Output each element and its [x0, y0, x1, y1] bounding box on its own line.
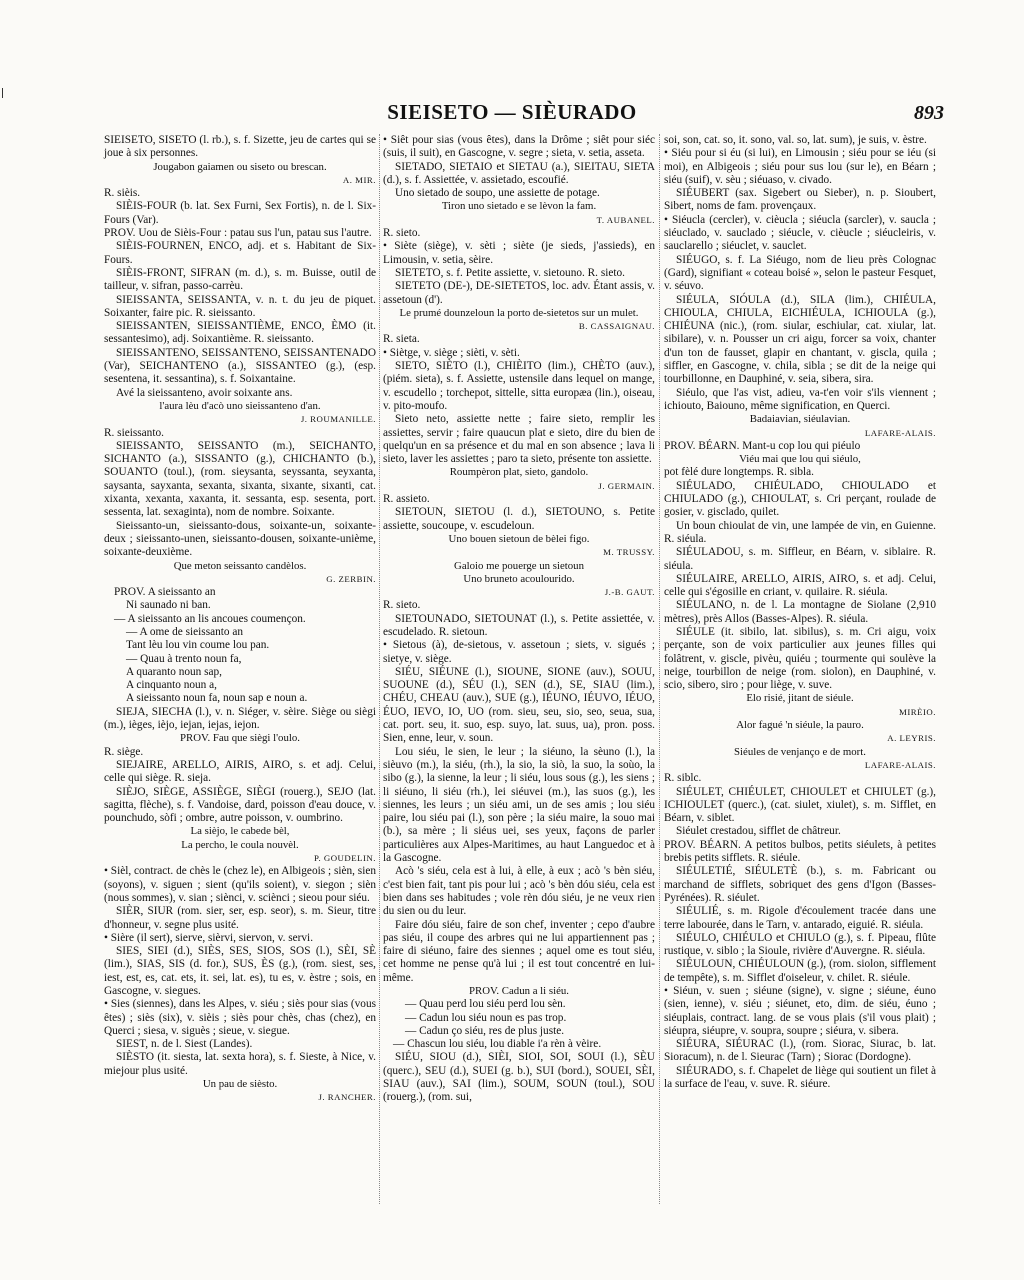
dictionary-entry: PROV. A sieissanto an — [114, 586, 216, 599]
dictionary-entry: Siéules de venjanço e de mort. — [734, 745, 866, 758]
dictionary-entry: PROV. Fau que siègi l'oulo. — [180, 732, 300, 745]
dictionary-entry: • Siéun, v. suen ; siéune (signe), v. signe ; siéune, éuno (sien, ienne), v. siéu ; siéunet, eto, dim. de siéu, éuno ; siéuplais, contract. lang. de se vous plais (s'il vous plait) ; siéupra, siéupre, v. soupra, soupre ; siéura, v. sibera. — [664, 985, 936, 1037]
dictionary-entry: SIES, SIEI (d.), SIÈS, SES, SIOS, SOS (l.), SÈI, SÈ (lim.), SIAS, SIS (d. for.), SUS, ÈS (g.), (rom. siest, ses, iest, est, es, cat. ets, it. sei, lat. es), tu es, v. èstre ; sois, en Gascogne, v. siegues. — [104, 945, 376, 997]
dictionary-entry: La percho, le coula nouvèl. — [181, 838, 299, 851]
dictionary-entry: Viéu mai que lou qui siéulo, — [739, 453, 861, 466]
dictionary-entry: Sieto neto, assiette nette ; faire sieto, remplir les assiettes, servir ; faire quaucun plat e sieto, dire du bien de quelqu'un en sa présence et du mal en son absence ; lava li sieto, laver les assiettes ; paro ta sieto, présente ton assiette. — [383, 413, 655, 466]
dictionary-entry: soi, son, cat. so, it. sono, val. so, lat. sum), je suis, v. èstre. — [664, 134, 927, 146]
dictionary-entry: R. assieto. — [383, 493, 430, 506]
dictionary-entry: Avé la sieissanteno, avoir soixante ans. — [116, 386, 293, 399]
dictionary-entry: SIETO, SIÈTO (l.), CHIÈITO (lim.), CHÈTO (auv.), (piém. sieta), s. f. Assiette, ustensile dans lequel on mange, v. escudello ; torchepot, sittelle, sitta europæa (lin.), oiseau, v. pito-moufo. — [383, 360, 655, 412]
dictionary-entry: • Sietous (à), de-sietous, v. assetoun ; siets, v. sigués ; sietye, v. siège. — [383, 639, 655, 665]
dictionary-entry: SIÉULANO, n. de l. La montagne de Siolane (2,910 mètres), près Allos (Basses-Alpes). R. siéula. — [664, 599, 936, 625]
dictionary-entry: SIEISSANTENO, SEISSANTENO, SEISSANTENADO (Var), SEICHANTENO (a.), SISSANTEO (g.), (esp. sesentena, it. sessantina), s. f. Soixantaine. — [104, 346, 376, 386]
dictionary-entry: P. GOUDELIN. — [314, 853, 376, 864]
dictionary-entry: Lou siéu, le sien, le leur ; la siéuno, la sèuno (l.), la sièuvo (m.), la siéu, (rh.), la sio, la siò, la suo, la soùo, la sibo (g.), la sienne, la leur ; li siéu, lous sous (g.), les siens ; li siéuno, li siéu (rh.), lei siéuvei (m.), las suos (g.), les siennes, les leurs ; un siéu ami, un de ses amis ; lou siéu paire, lou siéu pai (l.), son père ; la siéu maire, la souo mai (b.), sa mère ; li siéus uei, ses yeux, façons de parler particulières aux Alpes-Maritimes, au haut Languedoc et à la Gascogne. — [383, 745, 655, 865]
dictionary-entry: SIÉULIÉ, s. m. Rigole d'écoulement tracée dans une terre labourée, dans le Tarn, v. antarado, eiguié. R. siéula. — [664, 905, 936, 931]
dictionary-entry: Siéulo, que l'as vist, adieu, va-t'en voir s'ils viennent ; ichiouto, Baiouno, même signification, en Querci. — [664, 386, 936, 412]
dictionary-entry: SIÈIS-FOURNEN, ENCO, adj. et s. Habitant de Six-Fours. — [104, 240, 376, 266]
dictionary-entry: • Sièl, contract. de chès le (chez le), en Albigeois ; sièn, sien (soyons), v. siguen ; sient (qu'ils soient), v. siegon ; sièn (nous sommes), v. sian ; siènci, v. sciènci ; sieou pour siéu. — [104, 865, 376, 904]
column-divider — [659, 134, 660, 1204]
dictionary-entry: R. sièis. — [104, 187, 141, 200]
dictionary-entry: R. siblc. — [664, 772, 702, 785]
dictionary-entry: R. sieta. — [383, 333, 420, 346]
dictionary-entry: Que meton seissanto candèlos. — [173, 559, 307, 572]
dictionary-entry: SIÉULET, CHIÉULET, CHIOULET et CHIULET (g.), ICHIOULET (querc.), (cat. siulet, xiulet), s. m. Sifflet, en Béarn, v. siblet. — [664, 785, 936, 825]
dictionary-entry: Uno sietado de soupo, une assiette de potage. — [395, 187, 600, 200]
dictionary-entry: M. TRUSSY. — [603, 547, 655, 558]
dictionary-entry: J. GERMAIN. — [598, 480, 655, 491]
dictionary-entry: — Cadun ço siéu, res de plus juste. — [405, 1024, 565, 1037]
dictionary-entry: • Siéucla (cercler), v. cièucla ; siéucla (sarcler), v. saucla ; siéuclado, v. sauclado ; siéucle, v. cièucle ; siéucleiris, v. sauclarello ; siéuclet, v. sauclet. — [664, 213, 936, 253]
dictionary-entry: SIÉULETIÉ, SIÉULETÈ (b.), s. m. Fabricant ou marchand de sifflets, sobriquet des gens d'Igon (Basses-Pyrénées). R. siéulet. — [664, 865, 936, 904]
dictionary-entry: SIÉUGO, s. f. La Siéugo, nom de lieu près Colognac (Gard), signifiant « coteau boisé », selon le pasteur Fesquet, v. séuvo. — [664, 253, 936, 293]
dictionary-entry: Acò 's siéu, cela est à lui, à elle, à eux ; acò 's bèn siéu, c'est bien fait, tant pis pour lui ; acò 's bèn dóu siéu, cela est bien dans ses habitudes ; vole rèn dóu siéu, je ne veux rien du sien ou du leur. — [383, 865, 655, 918]
dictionary-entry: J. RANCHER. — [318, 1092, 376, 1103]
dictionary-entry: Galoio me pouerge un sietoun — [454, 559, 584, 572]
dictionary-entry: — Quau à trento noun fa, — [126, 652, 242, 665]
column-3 — [664, 134, 936, 1091]
dictionary-entry: Un boun chioulat de vin, une lampée de vin, en Guienne. R. siéula. — [664, 519, 936, 545]
dictionary-entry: Ni saunado ni ban. — [126, 599, 211, 612]
dictionary-entry: Roumpèron plat, sieto, gandolo. — [449, 466, 589, 479]
dictionary-entry: A quaranto noun sap, — [126, 665, 223, 678]
column-2 — [383, 134, 655, 1105]
dictionary-entry: Le prumé dounzeloun la porto de-sietetos sur un mulet. — [399, 306, 639, 319]
dictionary-entry: J.-B. GAUT. — [604, 587, 655, 598]
dictionary-entry: SIEJA, SIECHA (l.), v. n. Siéger, v. sèire. Siège ou siègi (m.), ièges, ièjo, iejan, iejas, iejon. — [104, 705, 376, 732]
dictionary-entry: SIÈR, SIUR (rom. sier, ser, esp. seor), s. m. Sieur, titre d'honneur, v. segne plus usité. — [104, 905, 376, 931]
dictionary-entry: SIÉUBERT (sax. Sigebert ou Sieber), n. p. Sioubert, Sibert, noms de fam. provençaux. — [664, 187, 936, 213]
dictionary-entry: — Cadun lou siéu noun es pas trop. — [405, 1011, 567, 1024]
dictionary-entry: SIÉURA, SIÉURAC (l.), (rom. Siorac, Siurac, b. lat. Sioracum), n. de l. Sieurac (Tarn) ; Siorac (Dordogne). — [664, 1038, 936, 1064]
dictionary-entry: SIÉU, SIÉUNE (l.), SIOUNE, SIONE (auv.), SOUU, SUOUNE (d.), SÉU (l.), SEN (d.), SE, SIAU (lim.), CHÉU, CHEAU (auv.), SUE (g.), IÉUNO, IÉUVO, IÉUO, ÉUO, IEVO, IO, UO (rom. sieu, seu, sio, seo, seua, sua, cat. port. seu, it. suo, esp. suyo, lat. suus, ua), pron. poss. Sien, enne, leur, v. soun. — [383, 665, 655, 745]
dictionary-entry: B. CASSAIGNAU. — [578, 321, 655, 332]
page-header — [0, 100, 1024, 130]
dictionary-entry: Badaiavian, siéulavian. — [749, 413, 851, 426]
dictionary-entry: SIEISSANTEN, SIEISSANTIÈME, ENCO, ÈMO (it. sessantesimo), adj. Soixantième. R. sieissanto. — [104, 320, 376, 346]
dictionary-entry: A cinquanto noun a, — [126, 679, 217, 692]
dictionary-entry: SIETOUNADO, SIETOUNAT (l.), s. Petite assiettée, v. escudelado. R. sietoun. — [383, 612, 655, 638]
dictionary-entry: PROV. Uou de Sièis-Four : patau sus l'un, patau sus l'autre. — [104, 227, 372, 240]
dictionary-entry: l'aura lèu d'acò uno sieissanteno d'an. — [159, 399, 321, 412]
dictionary-entry: G. ZERBIN. — [326, 573, 376, 584]
dictionary-entry: SIÉULA, SIÓULA (d.), SILA (lim.), CHIÉULA, CHIOULA, CHIULA, EICHIÉULA, ICHIOULA (g.), CHIÉUNA (nic.), (rom. siular, eschiular, cat. xiular, lat. sibilare), v. n. Pousser un cri aigu, forcer sa voix, chanter d'un ton de fausset, glapir en chantant, v. giscla, quila ; siffler, en Gascogne, v. chila, sibla ; se dit de la neige qui tourbillonne, en Dauphiné, v. seia, sibera, sira. — [664, 293, 936, 386]
dictionary-entry: A. MIR. — [342, 174, 376, 185]
dictionary-entry: • Siètge, v. siège ; sièti, v. sèti. — [383, 346, 520, 359]
dictionary-entry: La sièjo, le cabede bèl, — [190, 825, 290, 838]
dictionary-entry: R. sieto. — [383, 599, 421, 612]
dictionary-entry: PROV. Cadun a li siéu. — [469, 985, 569, 997]
dictionary-entry: J. ROUMANILLE. — [300, 414, 376, 425]
dictionary-entry: SIÈIS-FRONT, SIFRAN (m. d.), s. m. Buisse, outil de tailleur, v. sifran, passo-carrèu. — [104, 266, 376, 293]
dictionary-entry: SIÈJO, SIÈGE, ASSIÈGE, SIÈGI (rouerg.), SEJO (lat. sagitta, flèche), s. f. Vandoise, dard, poisson d'eau douce, v. pounchudo, sòfi ; ombre, autre poisson, v. oumbrino. — [104, 785, 376, 825]
dictionary-entry: SIEISSANTO, SEISSANTO (m.), SEICHANTO, SICHANTO (a.), SISSANTO (g.), CHICHANTO (b.), SOUANTO (toul.), (rom. sieysanta, seyssanta, seyxanta, saysanta, sayxanta, sexanta, sixanta, sixante, sixanti, cat. xixanta, xexanta, xaxanta, it. sessanta, esp. sesenta, port. sessenta, lat. sexaginta), nom de nombre. Soixante. — [104, 439, 376, 519]
dictionary-entry: PROV. BÉARN. A petitos bulbos, petits siéulets, à petites brebis petits sifflets. R. siéule. — [664, 838, 936, 865]
dictionary-entry: SIÉULAIRE, ARELLO, AIRIS, AIRO, s. et adj. Celui, celle qui s'égosille en criant, v. quilaire. R. siéula. — [664, 572, 936, 599]
scan-artifact — [2, 88, 3, 98]
dictionary-entry: T. AUBANEL. — [596, 214, 655, 225]
dictionary-entry: SIEISETO, SISETO (l. rb.), s. f. Sizette, jeu de cartes qui se joue à six personnes. — [104, 134, 376, 160]
dictionary-entry: Sieissanto-un, sieissanto-dous, soixante-un, soixante-deux ; sieissanto-unen, sieissanto-dousen, soixante-unième, soixante-deuxième. — [104, 519, 376, 559]
dictionary-entry: SIETETO, s. f. Petite assiette, v. sietouno. R. sieto. — [395, 266, 625, 279]
dictionary-entry: • Sies (siennes), dans les Alpes, v. siéu ; siès pour sias (vous êtes) ; siès (six), v. sièis ; siès pour chès, chas (chez), en Querci ; siesa, v. siguès ; sieue, v. siegue. — [104, 998, 376, 1037]
dictionary-entry: SIÈSTO (it. siesta, lat. sexta hora), s. f. Sieste, à Nice, v. miejour plus usité. — [104, 1051, 376, 1077]
dictionary-entry: Jougabon gaiamen ou siseto ou brescan. — [153, 160, 327, 173]
dictionary-entry: SIÉULE (it. sibilo, lat. sibilus), s. m. Cri aigu, voix perçante, son de voix particulier aux jeunes filles qui folâtrent, v. giscle, pivèu, quiéu ; tourmente qui soulève la neige, tourbillon de neige (rom. siolon), en Dauphiné, v. scio, sibero, siro ; pour liège, v. suve. — [664, 625, 936, 692]
dictionary-entry: — A sieissanto an lis ancoues coumençon. — [114, 612, 306, 625]
dictionary-entry: A sieissanto noun fa, noun sap e noun a. — [126, 692, 308, 705]
dictionary-entry: — A ome de sieissanto an — [126, 625, 244, 638]
dictionary-entry: SIÉU, SIOU (d.), SIÈI, SIOI, SOI, SOUI (l.), SÈU (querc.), SEU (d.), SUEI (g. b.), SUI (bord.), SOUEI, SÈI, SIAU (auv.), SAI (lim.), SOUM, SOUN (toul.), SOU (rouerg.), (rom. sui, — [383, 1051, 655, 1104]
dictionary-entry: Elo risié, jitant de siéule. — [746, 692, 854, 705]
dictionary-entry: Faire dóu siéu, faire de son chef, inventer ; cepo d'aubre pas siéu, il coupe des arbres qui ne lui appartiennent pas ; faire di siéuno, faire des siennes ; aquel ome es tout siéu, cet homme ne pense qu'à lui ; il est tout concentré en lui-même. — [383, 918, 655, 984]
column-1 — [104, 134, 376, 1105]
dictionary-entry: pot fèlé dure longtemps. R. sibla. — [664, 466, 814, 479]
column-divider — [379, 134, 380, 1204]
dictionary-entry: • Siète (siège), v. sèti ; siète (je sieds, j'assieds), en Limousin, v. setia, sèire. — [383, 240, 655, 266]
dictionary-entry: A. LEYRIS. — [887, 733, 936, 744]
dictionary-entry: SIÈIS-FOUR (b. lat. Sex Furni, Sex Fortis), n. de l. Six-Fours (Var). — [104, 200, 376, 226]
dictionary-entry: LAFARE-ALAIS. — [864, 427, 936, 438]
dictionary-entry: — Chascun lou siéu, lou diable i'a rèn à vèire. — [393, 1038, 602, 1051]
dictionary-entry: SIÉULADO, CHIÉULADO, CHIOULADO et CHIULADO (g.), CHIOULAT, s. Cri perçant, roulade de gosier, v. giscladо, quilet. — [664, 479, 936, 519]
dictionary-entry: Siéulet crestadou, sifflet de châtreur. — [676, 825, 841, 838]
dictionary-entry: R. sieissanto. — [104, 426, 164, 439]
dictionary-entry: SIÉULOUN, CHIÉULOUN (g.), (rom. siolon, sifflement de tempête), s. m. Sifflet d'oiseleur, v. chilet. R. siéule. — [664, 958, 936, 984]
dictionary-entry: SIÉURADO, s. f. Chapelet de liège qui soutient un filet à la surface de l'eau, v. suve. R. siéure. — [664, 1064, 936, 1091]
dictionary-entry: Uno bouen sietoun de bèlei figo. — [448, 532, 590, 545]
dictionary-entry: Uno bruneto acoulourido. — [463, 572, 575, 585]
dictionary-entry: SIÉULADOU, s. m. Siffleur, en Béarn, v. siblaire. R. siéula. — [664, 546, 936, 572]
dictionary-entry: Un pau de sièsto. — [202, 1078, 278, 1091]
dictionary-entry: SIÉULO, CHIÉULO et CHIULO (g.), s. f. Pipeau, flûte rustique, v. siblo ; la Sioule, rivière d'Auvergne. R. siéula. — [664, 931, 936, 958]
dictionary-entry: Alor fagué 'n siéule, la pauro. — [736, 719, 864, 732]
dictionary-entry: R. sieto. — [383, 227, 421, 240]
dictionary-entry: Tiron uno sietado e se lèvon la fam. — [441, 200, 597, 213]
dictionary-entry: SIETETO (DE-), DE-SIETETOS, loc. adv. Étant assis, v. assetoun (d'). — [383, 280, 655, 306]
dictionary-entry: MIRÈIO. — [899, 706, 936, 717]
dictionary-entry: — Quau perd lou siéu perd lou sèn. — [405, 998, 566, 1011]
dictionary-entry: SIEISSANTA, SEISSANTA, v. n. t. du jeu de piquet. Soixanter, faire pic. R. sieissanto. — [104, 293, 376, 319]
dictionary-entry: R. siège. — [104, 745, 144, 758]
dictionary-entry: SIETOUN, SIETOU (l. d.), SIETOUNO, s. Petite assiette, soucoupe, v. escudeloun. — [383, 506, 655, 532]
running-title: SIEISETO — SIÈURADO — [387, 100, 637, 124]
dictionary-entry: SIETADO, SIETAIO et SIETAU (a.), SIEITAU, SIETA (d.), s. f. Assiettée, v. assietado, escoufié. — [383, 160, 655, 186]
page-number: 893 — [914, 102, 944, 124]
dictionary-entry: PROV. BÉARN. Mant-u cop lou qui piéulo — [664, 439, 861, 452]
dictionary-entry: • Siéu pour si éu (si lui), en Limousin ; siéu pour se iéu (si moi), en Albigeois ; siéu pour sus lou (sur le), en Béarn ; siéu (suif), v. sèu ; siéuaso, v. civado. — [664, 147, 936, 186]
dictionary-entry: • Sière (il sert), sierve, sièrvi, siervon, v. servi. — [104, 931, 314, 944]
dictionary-entry: SIEJAIRE, ARELLO, AIRIS, AIRO, s. et adj. Celui, celle qui siège. R. sieja. — [104, 758, 376, 785]
dictionary-entry: • Siêt pour sias (vous êtes), dans la Drôme ; siêt pour siéc (suis, il suit), en Gascogne, v. segre ; sieta, v. setia, asseta. — [383, 134, 655, 160]
dictionary-entry: LAFARE-ALAIS. — [864, 759, 936, 770]
dictionary-entry: SIEST, n. de l. Siest (Landes). — [116, 1038, 253, 1051]
dictionary-entry: Tant lèu lou vin coume lou pan. — [126, 639, 270, 652]
